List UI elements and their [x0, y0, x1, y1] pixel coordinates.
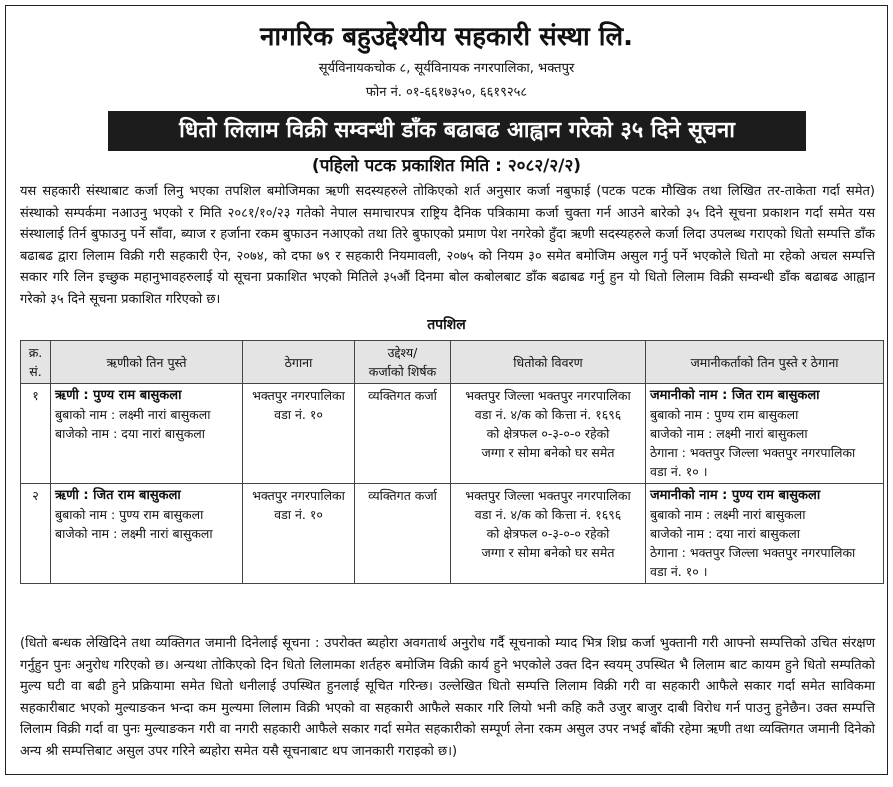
borrower-cell	[51, 484, 243, 584]
purpose-cell: व्यक्तिगत कर्जा	[355, 484, 451, 584]
table-row	[21, 484, 884, 584]
purpose-cell: व्यक्तिगत कर्जा	[355, 384, 451, 484]
header-purpose-line1: उद्देश्य/	[387, 345, 418, 360]
header-address: ठेगाना	[243, 341, 355, 384]
borrower-cell	[51, 384, 243, 484]
organization-name: नागरिक बहुउद्देश्यीय सहकारी संस्था लि.	[260, 22, 633, 52]
guarantor-cell	[646, 384, 884, 484]
guarantor-cell	[646, 484, 884, 584]
guarantor-name: जमानीको नाम : पुण्य राम बासुकला	[650, 488, 821, 503]
footer-note: (धितो बन्धक लेखिदिने तथा व्यक्तिगत जमानी दिनेलाई सूचना : उपरोक्त ब्यहोरा अवगतार्थ अनुरोध गर्दै सूचनाको म्याद भित्र शिघ्र कर्जा भुक्तानी गरी आफ्नो सम्पत्तिको उचित संरक्षण गर्नुहुन पुनः अनुरोध गरिएको छ। अन्यथा तोकिएको दिन धितो लिलामका शर्तहरु बमोजिम विक्री कार्य हुने भएकोले उक्त दिन स्वयम् उपस्थित भै लिलाम बाट कायम हुने धितो सम्पतिको मुल्य घटी वा बढी हुने प्रक्रियामा समेत धितो धनीलाई उपस्थित हुनलाई सूचित गरिन्छ। उल्लेखित धितो सम्पत्ति लिलाम विक्री गरी वा सहकारी आफैले सकार गर्दा समेत साविकमा सहकारीबाट भएको मुल्याङकन भन्दा कम मुल्यमा लिलाम विक्री भएको वा सहकारी आफैले सकार गरि लियो भनी कहि कतै उजुर बाजुर दाबी विरोध गर्न पाउनु हुनेछैन। उक्त सम्पत्ति लिलाम विक्री गर्दा वा पुनः मुल्याङकन गरी वा नगरी सहकारी आफैले सकार गर्दा समेत सहकारीको सम्पूर्ण लेना रकम असुल उपर नभई बाँकी रहेमा ऋणी तथा व्यक्तिगत जमानी दिनेको अन्य श्री सम्पत्तिबाट असुल उपर गरिने ब्यहोरा समेत यसै सूचनाबाट थप जानकारी गराइको छ।)	[20, 636, 875, 759]
collateral-cell	[451, 384, 646, 484]
header-borrower: ऋणीको तिन पुस्ते	[51, 341, 243, 384]
table-row	[21, 384, 884, 484]
publication-date: (पहिलो पटक प्रकाशित मिति : २०८२/२/२)	[311, 156, 582, 176]
collateral-line1: भक्तपुर जिल्ला भक्तपुर नगरपालिका	[465, 488, 631, 503]
address-cell	[243, 384, 355, 484]
address-cell	[243, 484, 355, 584]
guarantor-name: जमानीको नाम : जित राम बासुकला	[650, 388, 820, 403]
header-serial-number	[21, 341, 51, 384]
guarantor-father: बुबाको नाम : पुण्य राम बासुकला	[650, 407, 799, 422]
header-sn-line1: क्र.	[28, 345, 43, 360]
guarantor-address-line2: वडा नं. १० ।	[650, 564, 708, 579]
collateral-line4: जग्गा र सोमा बनेको घर समेत	[481, 545, 615, 560]
table-header-row	[21, 341, 884, 384]
header-purpose-line2: कर्जाको शिर्षक	[368, 364, 437, 379]
address-line1: भक्तपुर नगरपालिका	[252, 388, 345, 403]
address-line2: वडा नं. १०	[274, 507, 323, 522]
guarantor-address-line1: ठेगाना : भक्तपुर जिल्ला भक्तपुर नगरपालिका	[650, 545, 856, 560]
details-table	[20, 340, 884, 584]
notice-title-banner: धितो लिलाम विक्री सम्वन्धी डाँक बढाबढ आह्वान गरेको ३५ दिने सूचना	[108, 111, 806, 151]
public-notice	[5, 5, 888, 775]
organization-address: सूर्यविनायकचोक ८, सूर्यविनायक नगरपालिका, भक्तपुर	[318, 61, 575, 76]
borrower-grandfather: बाजेको नाम : दया नारां बासुकला	[55, 426, 206, 441]
address-line1: भक्तपुर नगरपालिका	[252, 488, 345, 503]
header-purpose	[355, 341, 451, 384]
collateral-line3: को क्षेत्रफल ०-३-०-० रहेको	[486, 526, 610, 541]
collateral-line2: वडा नं. ४/क को कित्ता नं. १६९६	[474, 407, 622, 422]
details-table-heading: तपशिल	[427, 317, 466, 333]
borrower-name: ऋणी : जित राम बासुकला	[55, 488, 181, 503]
collateral-line2: वडा नं. ४/क को कित्ता नं. १६९६	[474, 507, 622, 522]
header-sn-line2: सं.	[29, 364, 42, 379]
guarantor-address-line2: वडा नं. १० ।	[650, 464, 708, 479]
header-guarantor: जमानीकर्ताको तिन पुस्ते र ठेगाना	[646, 341, 884, 384]
header-collateral: धितोको विवरण	[451, 341, 646, 384]
collateral-cell	[451, 484, 646, 584]
guarantor-father: बुबाको नाम : लक्ष्मी नारां बासुकला	[650, 507, 806, 522]
borrower-name: ऋणी : पुण्य राम बासुकला	[55, 388, 182, 403]
collateral-line4: जग्गा र सोमा बनेको घर समेत	[481, 445, 615, 460]
borrower-grandfather: बाजेको नाम : लक्ष्मी नारां बासुकला	[55, 526, 213, 541]
guarantor-grandfather: बाजेको नाम : दया नारां बासुकला	[650, 526, 801, 541]
notice-body-paragraph: यस सहकारी संस्थाबाट कर्जा लिनु भएका तपशिल बमोजिमका ऋणी सदस्यहरुले तोकिएको शर्त अनुसार कर्जा नबुफाई (पटक पटक मौखिक तथा लिखित तर-ताकेता गर्दा समेत) संस्थाको सम्पर्कमा नआउनु भएको र मिति २०८१/१०/२३ गतेको नेपाल समाचारपत्र राष्ट्रिय दैनिक पत्रिकामा कर्जा चुक्ता गर्न आउने बारेको ३५ दिने सूचना प्रकाशन गर्दा समेत यस संस्थालाई तिर्न बुफाउनु पर्ने साँवा, ब्याज र हर्जाना रकम बुफाउन नआएको तथा तिरे बुफाएको प्रमाण पेश नगरेको हुँदा ऋणी सदस्यहरुले कर्जा लिदा उपलब्ध गराएको धितो सम्पत्ति डाँक बढाबढ द्वारा लिलाम विक्री गरी सहकारी ऐन, २०७४, को दफा ७९ र सहकारी नियमावली, २०७५ को नियम ३० समेत बमोजिम असुल गर्नु पर्ने भएकोले धितो मा रहेको अचल सम्पत्ति सकार गरि लिन इच्छुक महानुभावहरुलाई यो सूचना प्रकाशित भएको मितिले ३५औं दिनमा बोल कबोलबाट डाँक बढाबढ गर्नु हुन यो धितो लिलाम विक्री सम्वन्धी डाँक बढाबढ आह्वान गरेको ३५ दिने सूचना प्रकाशित गरिएको छ।	[20, 184, 875, 307]
row-serial-number: २	[21, 484, 51, 584]
borrower-father: बुबाको नाम : पुण्य राम बासुकला	[55, 507, 204, 522]
guarantor-grandfather: बाजेको नाम : लक्ष्मी नारां बासुकला	[650, 426, 808, 441]
collateral-line3: को क्षेत्रफल ०-३-०-० रहेको	[486, 426, 610, 441]
collateral-line1: भक्तपुर जिल्ला भक्तपुर नगरपालिका	[465, 388, 631, 403]
guarantor-address-line1: ठेगाना : भक्तपुर जिल्ला भक्तपुर नगरपालिका	[650, 445, 856, 460]
row-serial-number: १	[21, 384, 51, 484]
organization-phone: फोन नं. ०१-६६१७३५०, ६६१९२५८	[365, 85, 528, 100]
address-line2: वडा नं. १०	[274, 407, 323, 422]
borrower-father: बुबाको नाम : लक्ष्मी नारां बासुकला	[55, 407, 211, 422]
